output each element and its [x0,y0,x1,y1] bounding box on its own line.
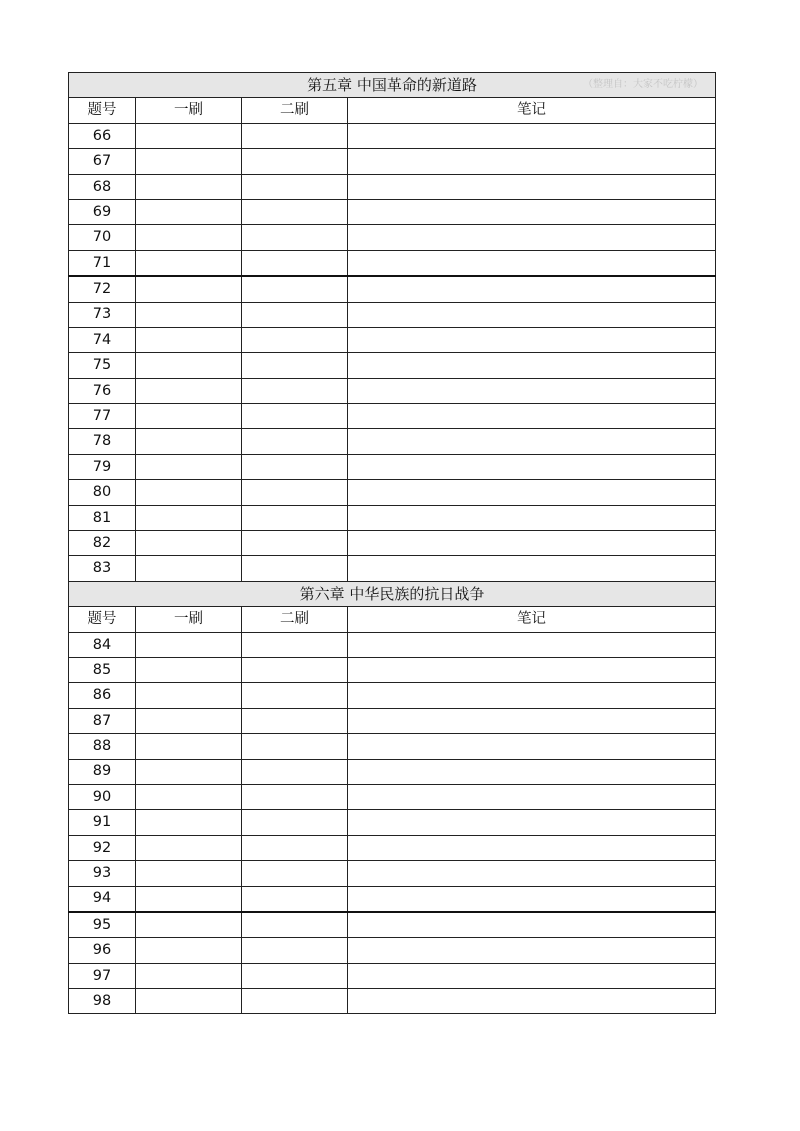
question-row [69,989,716,1014]
question-row [69,480,716,505]
second-pass-cell[interactable] [242,963,348,988]
second-pass-cell[interactable] [242,531,348,556]
notes-cell[interactable] [348,784,716,809]
notes-cell[interactable] [348,505,716,530]
first-pass-cell[interactable] [136,657,242,682]
first-pass-cell[interactable] [136,632,242,657]
first-pass-cell[interactable] [136,225,242,250]
question-number: 81 [69,505,136,530]
first-pass-cell[interactable] [136,302,242,327]
question-number: 72 [69,276,136,302]
first-pass-cell[interactable] [136,784,242,809]
header-second-pass: 二刷 [242,98,348,123]
question-row [69,861,716,886]
notes-cell[interactable] [348,861,716,886]
question-row [69,199,716,224]
question-number: 68 [69,174,136,199]
second-pass-cell[interactable] [242,480,348,505]
question-row [69,123,716,148]
second-pass-cell[interactable] [242,276,348,302]
question-number: 71 [69,250,136,276]
question-row [69,759,716,784]
notes-cell[interactable] [348,556,716,581]
question-number: 78 [69,429,136,454]
first-pass-cell[interactable] [136,353,242,378]
question-number: 73 [69,302,136,327]
question-number: 91 [69,810,136,835]
first-pass-cell[interactable] [136,276,242,302]
first-pass-cell[interactable] [136,123,242,148]
question-row [69,810,716,835]
chapter-title-text: 第六章 中华民族的抗日战争 [299,584,485,603]
notes-cell[interactable] [348,963,716,988]
notes-cell[interactable] [348,531,716,556]
second-pass-cell[interactable] [242,708,348,733]
first-pass-cell[interactable] [136,429,242,454]
question-number: 84 [69,632,136,657]
notes-cell[interactable] [348,759,716,784]
notes-cell[interactable] [348,199,716,224]
question-row [69,912,716,938]
second-pass-cell[interactable] [242,250,348,276]
notes-cell[interactable] [348,225,716,250]
question-number: 94 [69,886,136,912]
second-pass-cell[interactable] [242,657,348,682]
chapter-title-row [69,581,716,606]
question-number: 75 [69,353,136,378]
question-number: 80 [69,480,136,505]
first-pass-cell[interactable] [136,938,242,963]
first-pass-cell[interactable] [136,989,242,1014]
question-number: 89 [69,759,136,784]
question-row [69,505,716,530]
question-row [69,683,716,708]
question-row [69,149,716,174]
header-number: 题号 [69,98,136,123]
notes-cell[interactable] [348,657,716,682]
second-pass-cell[interactable] [242,123,348,148]
second-pass-cell[interactable] [242,404,348,429]
question-row [69,250,716,276]
question-number: 83 [69,556,136,581]
first-pass-cell[interactable] [136,327,242,352]
first-pass-cell[interactable] [136,480,242,505]
question-number: 96 [69,938,136,963]
question-number: 92 [69,835,136,860]
question-number: 88 [69,734,136,759]
first-pass-cell[interactable] [136,963,242,988]
table-body [69,73,716,1014]
first-pass-cell[interactable] [136,810,242,835]
question-number: 90 [69,784,136,809]
second-pass-cell[interactable] [242,835,348,860]
notes-cell[interactable] [348,810,716,835]
notes-cell[interactable] [348,734,716,759]
notes-cell[interactable] [348,276,716,302]
question-row [69,302,716,327]
notes-cell[interactable] [348,480,716,505]
header-second-pass: 二刷 [242,607,348,632]
question-row [69,531,716,556]
first-pass-cell[interactable] [136,174,242,199]
notes-cell[interactable] [348,378,716,403]
first-pass-cell[interactable] [136,199,242,224]
question-number: 87 [69,708,136,733]
header-notes: 笔记 [348,98,716,123]
second-pass-cell[interactable] [242,199,348,224]
first-pass-cell[interactable] [136,886,242,912]
notes-cell[interactable] [348,835,716,860]
question-row [69,353,716,378]
question-number: 97 [69,963,136,988]
question-number: 98 [69,989,136,1014]
second-pass-cell[interactable] [242,556,348,581]
second-pass-cell[interactable] [242,886,348,912]
notes-cell[interactable] [348,454,716,479]
question-row [69,657,716,682]
first-pass-cell[interactable] [136,683,242,708]
first-pass-cell[interactable] [136,734,242,759]
notes-cell[interactable] [348,632,716,657]
question-row [69,734,716,759]
header-first-pass: 一刷 [136,607,242,632]
notes-cell[interactable] [348,938,716,963]
question-row [69,404,716,429]
first-pass-cell[interactable] [136,531,242,556]
question-row [69,429,716,454]
first-pass-cell[interactable] [136,250,242,276]
chapter-title-row [69,73,716,98]
question-number: 95 [69,912,136,938]
chapter-title [69,581,716,606]
first-pass-cell[interactable] [136,759,242,784]
notes-cell[interactable] [348,404,716,429]
question-number: 93 [69,861,136,886]
question-number: 85 [69,657,136,682]
second-pass-cell[interactable] [242,810,348,835]
notes-cell[interactable] [348,174,716,199]
question-row [69,835,716,860]
header-first-pass: 一刷 [136,98,242,123]
first-pass-cell[interactable] [136,835,242,860]
first-pass-cell[interactable] [136,708,242,733]
notes-cell[interactable] [348,353,716,378]
second-pass-cell[interactable] [242,225,348,250]
second-pass-cell[interactable] [242,759,348,784]
question-row [69,886,716,912]
second-pass-cell[interactable] [242,353,348,378]
notes-cell[interactable] [348,123,716,148]
first-pass-cell[interactable] [136,378,242,403]
notes-cell[interactable] [348,989,716,1014]
review-table [68,72,716,1014]
header-number: 题号 [69,607,136,632]
second-pass-cell[interactable] [242,989,348,1014]
question-number: 69 [69,199,136,224]
question-row [69,225,716,250]
second-pass-cell[interactable] [242,174,348,199]
second-pass-cell[interactable] [242,784,348,809]
second-pass-cell[interactable] [242,505,348,530]
question-row [69,556,716,581]
second-pass-cell[interactable] [242,327,348,352]
credit-note: （整理自：大家不吃柠檬） [583,79,704,91]
notes-cell[interactable] [348,683,716,708]
notes-cell[interactable] [348,429,716,454]
second-pass-cell[interactable] [242,912,348,938]
question-row [69,963,716,988]
notes-cell[interactable] [348,912,716,938]
notes-cell[interactable] [348,149,716,174]
second-pass-cell[interactable] [242,454,348,479]
question-row [69,454,716,479]
question-row [69,276,716,302]
question-number: 74 [69,327,136,352]
second-pass-cell[interactable] [242,378,348,403]
question-number: 66 [69,123,136,148]
first-pass-cell[interactable] [136,912,242,938]
question-row [69,708,716,733]
first-pass-cell[interactable] [136,454,242,479]
question-row [69,632,716,657]
column-header-row [69,607,716,632]
question-number: 82 [69,531,136,556]
column-header-row [69,98,716,123]
second-pass-cell[interactable] [242,632,348,657]
question-number: 70 [69,225,136,250]
question-row [69,378,716,403]
question-row [69,784,716,809]
review-sheet [68,72,715,1014]
first-pass-cell[interactable] [136,861,242,886]
second-pass-cell[interactable] [242,861,348,886]
first-pass-cell[interactable] [136,505,242,530]
first-pass-cell[interactable] [136,404,242,429]
question-row [69,938,716,963]
question-row [69,327,716,352]
notes-cell[interactable] [348,886,716,912]
second-pass-cell[interactable] [242,938,348,963]
notes-cell[interactable] [348,250,716,276]
question-row [69,174,716,199]
second-pass-cell[interactable] [242,429,348,454]
first-pass-cell[interactable] [136,556,242,581]
notes-cell[interactable] [348,327,716,352]
question-number: 76 [69,378,136,403]
chapter-title [69,73,716,98]
question-number: 86 [69,683,136,708]
notes-cell[interactable] [348,302,716,327]
notes-cell[interactable] [348,708,716,733]
second-pass-cell[interactable] [242,149,348,174]
header-notes: 笔记 [348,607,716,632]
second-pass-cell[interactable] [242,683,348,708]
question-number: 79 [69,454,136,479]
first-pass-cell[interactable] [136,149,242,174]
second-pass-cell[interactable] [242,734,348,759]
chapter-title-text: 第五章 中国革命的新道路 [307,75,477,94]
second-pass-cell[interactable] [242,302,348,327]
question-number: 67 [69,149,136,174]
question-number: 77 [69,404,136,429]
